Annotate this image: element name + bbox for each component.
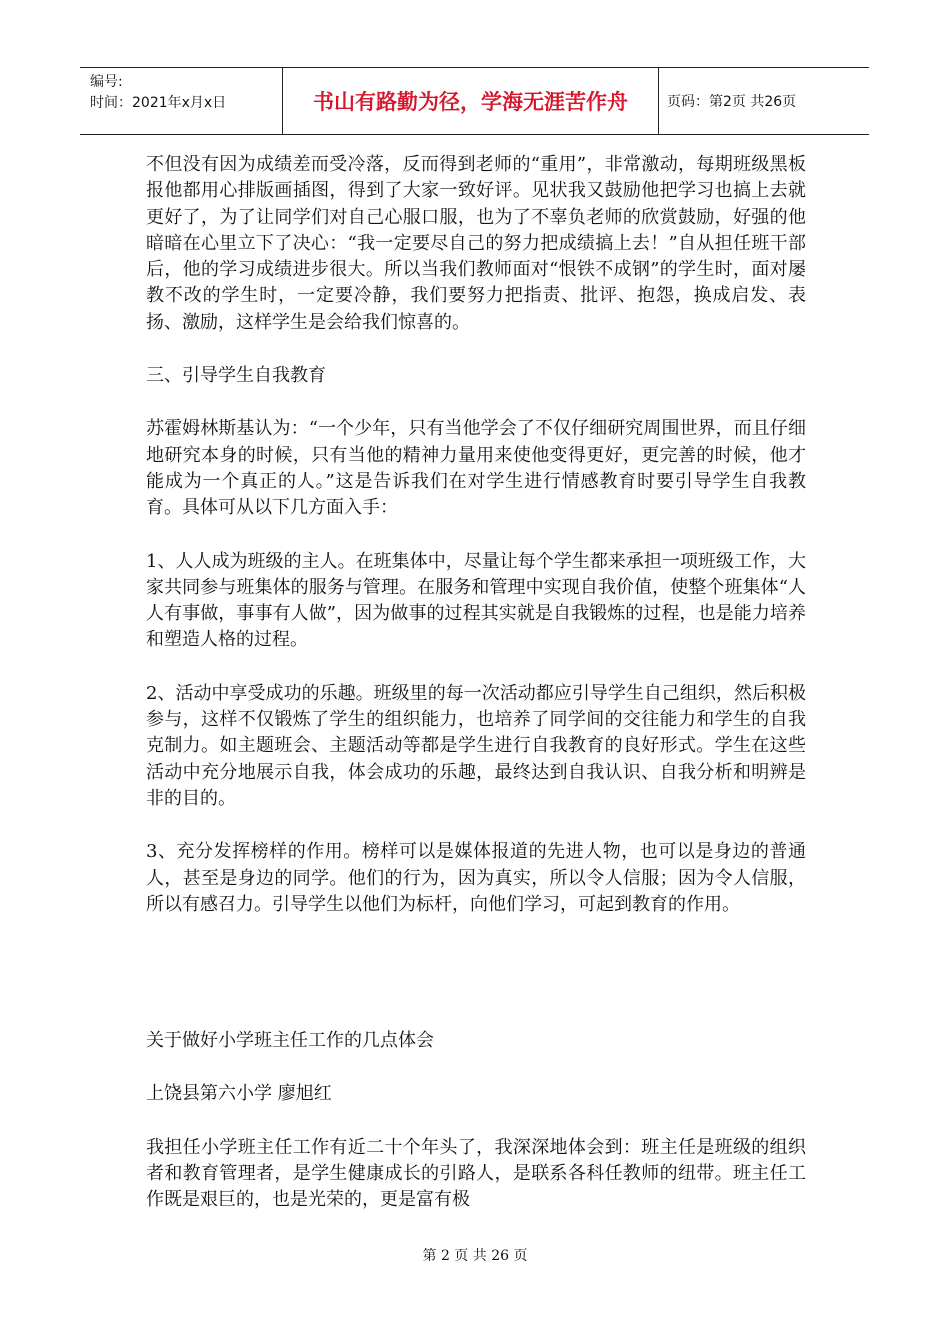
section-heading: 三、引导学生自我教育 bbox=[146, 365, 326, 387]
paragraph: 我担任小学班主任工作有近二十个年头了，我深深地体会到：班主任是班级的组织者和教育管理者，是学生健康成长的引路人，是联系各科任教师的纽带。班主任工作既是艰巨的，也是光荣的，更是富有极 bbox=[146, 1136, 806, 1211]
header-meta bbox=[80, 68, 283, 134]
spacer bbox=[146, 918, 806, 1028]
header-motto: 书山有路勤为径，学海无涯苦作舟 bbox=[283, 68, 659, 134]
document-time-label: 时间：2021年x月x日 bbox=[90, 95, 227, 111]
list-item: 2、活动中享受成功的乐趣。班级里的每一次活动都应引导学生自己组织，然后积极参与，这样不仅锻炼了学生的组织能力，也培养了同学间的交往能力和学生的自我克制力。如主题班会、主题活动等都是学生进行自我教育的良好形式。学生在这些活动中充分地展示自我，体会成功的乐趣，最终达到自我认识、自我分析和明辨是非的目的。 bbox=[146, 682, 806, 809]
paragraph: 苏霍姆林斯基认为：“一个少年，只有当他学会了不仅仔细研究周围世界，而且仔细地研究本身的时候，只有当他的精神力量用来使他变得更好，更完善的时候，他才能成为一个真正的人。”这是告诉我们在对学生进行情感教育时要引导学生自我教育。具体可从以下几方面入手： bbox=[146, 418, 806, 519]
header-page-info: 页码：第2页 共26页 bbox=[667, 94, 797, 110]
document-number-label: 编号: bbox=[90, 74, 123, 90]
list-item: 1、人人成为班级的主人。在班集体中，尽量让每个学生都来承担一项班级工作，大家共同参与班集体的服务与管理。在服务和管理中实现自我价值，使整个班集体“人人有事做，事事有人做”，因为做事的过程其实就是自我锻炼的过程，也是能力培养和塑造人格的过程。 bbox=[146, 550, 806, 651]
article-author: 上饶县第六小学 廖旭红 bbox=[146, 1083, 332, 1105]
page-header bbox=[80, 67, 869, 135]
list-item: 3、充分发挥榜样的作用。榜样可以是媒体报道的先进人物，也可以是身边的普通人，甚至是身边的同学。他们的行为，因为真实，所以令人信服；因为令人信服，所以有感召力。引导学生以他们为标杆，向他们学习，可起到教育的作用。 bbox=[146, 841, 806, 915]
paragraph: 不但没有因为成绩差而受冷落，反而得到老师的“重用”，非常激动，每期班级黑板报他都用心排版画插图，得到了大家一致好评。见状我又鼓励他把学习也搞上去就更好了，为了让同学们对自己心服口服，也为了不辜负老师的欣赏鼓励，好强的他暗暗在心里立下了决心：“我一定要尽自己的努力把成绩搞上去！”自从担任班干部后，他的学习成绩进步很大。所以当我们教师面对“恨铁不成钢”的学生时，面对屡教不改的学生时，一定要冷静，我们要努力把指责、批评、抱怨，换成启发、表扬、激励，这样学生是会给我们惊喜的。 bbox=[146, 154, 806, 333]
page-footer: 第 2 页 共 26 页 bbox=[422, 1248, 528, 1264]
document-body bbox=[146, 152, 806, 1241]
article-title: 关于做好小学班主任工作的几点体会 bbox=[146, 1030, 434, 1052]
